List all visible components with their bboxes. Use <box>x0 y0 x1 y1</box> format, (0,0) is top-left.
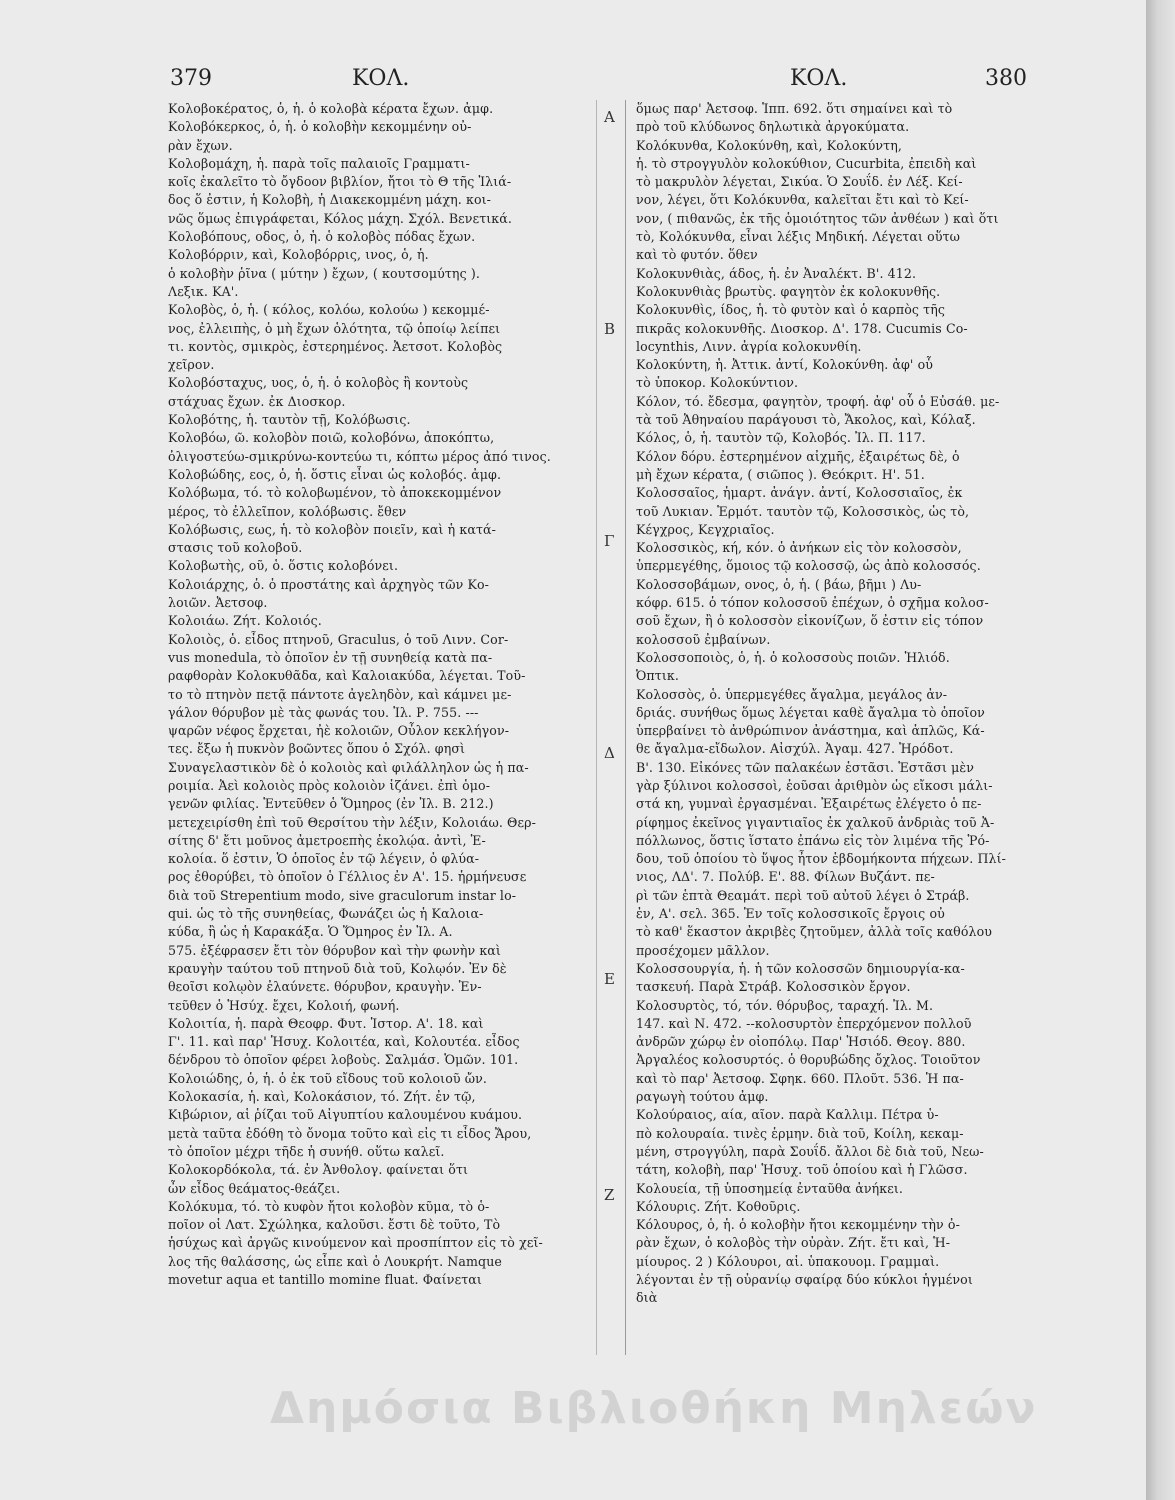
text-line: ρίφημος ἐκεῖνος γιγαντιαῖος ἐκ χαλκοῦ ἀνδριὰς τοῦ Ἀ- <box>636 814 995 830</box>
text-line: τὰ τοῦ Ἀθηναίου παράγουσι τὸ, Ἄκολος, καὶ, Κόλαξ. <box>636 412 976 428</box>
text-line: Κολοβότης, ἡ. ταυτὸν τῇ, Κολόβωσις. <box>168 412 411 428</box>
text-line: Κολοβόπους, οδος, ὁ, ἡ. ὁ κολοβὸς πόδας ἔχων. <box>168 229 476 245</box>
text-line: Κόλουρος, ὁ, ἡ. ὁ κολοβὴν ἤτοι κεκομμένην τὴν ὀ- <box>636 1217 960 1233</box>
text-line: Κολοβόω, ῶ. κολοβὸν ποιῶ, κολοβόνω, ἀποκόπτω, <box>168 430 495 446</box>
text-line: τὸ ὑποκορ. Κολοκύντιον. <box>636 375 799 391</box>
text-line: διὰ <box>636 1290 658 1306</box>
text-line: πόλλωνος, ὅστις ἵστατο ἐπάνω εἰς τὸν λιμένα τῆς Ῥό- <box>636 832 990 848</box>
text-line: ἀνδρῶν χώρῳ ἐν οἰοπόλῳ. Παρ' Ἡσιόδ. Θεογ. 880. <box>636 1034 966 1050</box>
text-line: Συναγελαστικὸν δὲ ὁ κολοιὸς καὶ φιλάλληλον ὡς ἡ πα- <box>168 759 529 775</box>
text-line: νον, λέγει, ὅτι Κολόκυνθα, καλεῖται ἔτι καὶ τὸ Κεί- <box>636 192 969 208</box>
text-line: Κολοιὸς, ὁ. εἶδος πτηνοῦ, Graculus, ὁ τοῦ Λινν. Cor- <box>168 631 509 647</box>
text-line: 147. καὶ Ν. 472. --κολοσυρτὸν ἐπερχόμενον πολλοῦ <box>636 1015 972 1031</box>
text-line: Κολοβομάχη, ἡ. παρὰ τοῖς παλαιοῖς Γραμματι- <box>168 155 470 171</box>
text-line: ὑπερβαίνει τὸ ἀνθρώπινον ἀνάστημα, καὶ ἁπλῶς, Κά- <box>636 723 985 739</box>
text-line: Β'. 130. Εἰκόνες τῶν παλακέων ἑστᾶσι. Ἑστᾶσι μὲν <box>636 759 975 775</box>
text-line: Κολοιάω. Ζήτ. Κολοιός. <box>168 613 322 629</box>
text-line: στά κη, γυμναὶ ἐργασμέναι. Ἐξαιρέτως ἐλέγετο ὁ πε- <box>636 796 982 812</box>
text-line: τες. ἔξω ἡ πυκνὸν βοῶντες ὅπου ὁ Σχόλ. φησὶ <box>168 741 466 757</box>
text-line: Κόλον δόρυ. ἐστερημένον αἰχμῆς, ἐξαιρέτως δὲ, ὁ <box>636 448 960 464</box>
text-line: 575. ἐξέφρασεν ἔτι τὸν θόρυβον καὶ τὴν φωνὴν καὶ <box>168 942 501 958</box>
text-line: Κολοκυνθιὰς βρωτὺς. φαγητὸν ἐκ κολοκυνθῆς. <box>636 283 941 299</box>
section-letter: Δ <box>604 744 615 762</box>
text-line: μένη, στρογγύλη, παρὰ Σουΐδ. ἄλλοι δὲ διὰ τοῦ, Νεω- <box>636 1143 984 1159</box>
text-line: Κόλον, τό. ἔδεσμα, φαγητὸν, τροφή. ἀφ' οὗ ὁ Εὐσάθ. με- <box>636 393 1000 409</box>
text-line: ψαρῶν νέφος ἔρχεται, ἠὲ κολοιῶν, Οὖλον κεκλήγον- <box>168 723 510 739</box>
section-letter: Ζ <box>604 1186 615 1204</box>
text-line: διὰ τοῦ Strepentium modo, sive graculorum instar lo- <box>168 887 517 903</box>
text-line: προσέχομεν μᾶλλον. <box>636 942 770 958</box>
text-line: ἡσύχως καὶ ἀργῶς κινούμενον καὶ προσπίπτον εἰς τὸ χεῖ- <box>168 1235 543 1251</box>
text-line: Κολόβωσις, εως, ἡ. τὸ κολοβὸν ποιεῖν, καὶ ἡ κατά- <box>168 521 496 537</box>
text-line: Κολοσσαῖος, ἡμαρτ. ἀνάγν. ἀντί, Κολοσσιαῖος, ἐκ <box>636 485 963 501</box>
text-line: κόφρ. 615. ὁ τόπον κολοσσοῦ ἐπέχων, ὁ σχῆμα κολοσ- <box>636 595 989 611</box>
text-line: δου, τοῦ ὁποίου τὸ ὕψος ἦτον ἑβδομήκοντα πήχεων. Πλί- <box>636 851 1007 867</box>
text-line: ὑπερμεγέθης, ὅμοιος τῷ κολοσσῷ, ὡς ἀπὸ κολοσσός. <box>636 558 981 574</box>
text-line: χεῖρον. <box>168 357 215 373</box>
text-line: καὶ τὸ φυτόν. ὅθεν <box>636 247 758 263</box>
text-line: Κολοκυνθιὰς, άδος, ἡ. ἐν Ἀναλέκτ. Β'. 412. <box>636 265 917 281</box>
text-line: ὀλιγοστεύω-σμικρύνω-κοντεύω τι, κόπτω μέρος ἀπό τινος. <box>168 448 551 464</box>
text-line: Κιβώριον, αἱ ῥίζαι τοῦ Αἰγυπτίου καλουμένου κυάμου. <box>168 1107 523 1123</box>
section-letter: Β <box>604 320 616 338</box>
right-column <box>636 100 1046 1308</box>
text-line: τὸ μακρυλὸν λέγεται, Σικύα. Ὁ Σουΐδ. ἐν Λέξ. Κεί- <box>636 174 963 190</box>
page-number-right: 380 <box>985 66 1027 91</box>
text-line: νον, ( πιθανῶς, ἐκ τῆς ὁμοιότητος τῶν ἀνθέων ) καὶ ὅτι <box>636 210 999 226</box>
text-line: vus monedula, τὸ ὁποῖον ἐν τῇ συνηθείᾳ κατὰ πα- <box>168 649 493 665</box>
text-line: λέγονται ἐν τῇ οὐρανίῳ σφαίρᾳ δύο κύκλοι ἡγμένοι <box>636 1272 973 1287</box>
text-line: Κολοβοκέρατος, ὁ, ἡ. ὁ κολοβὰ κέρατα ἔχων. ἀμφ. <box>168 101 494 116</box>
text-line: Λεξικ. ΚΑ'. <box>168 283 239 299</box>
text-line: το τὸ πτηνὸν πετᾷ πάντοτε ἀγεληδὸν, καὶ κάμνει με- <box>168 686 512 702</box>
column-divider-left <box>596 100 597 1355</box>
text-line: ὦν εἶδος θεάματος-θεάζει. <box>168 1180 341 1196</box>
text-line: Κολοσσικὸς, κή, κόν. ὁ ἀνήκων εἰς τὸν κολοσσὸν, <box>636 540 962 556</box>
text-line: Κολοιτία, ἡ. παρὰ Θεοφρ. Φυτ. Ἱστορ. Α'. 18. καὶ <box>168 1015 484 1031</box>
text-line: κύδα, ἢ ὡς ἡ Καρακάξα. Ὁ Ὅμηρος ἐν Ἰλ. Α. <box>168 924 453 940</box>
text-line: κραυγὴν ταύτου τοῦ πτηνοῦ διὰ τοῦ, Κολῳόν. Ἐν δὲ <box>168 960 507 976</box>
text-line: τάτη, κολοβὴ, παρ' Ἡσυχ. τοῦ ὁποίου καὶ ἡ Γλῶσσ. <box>636 1162 968 1178</box>
text-line: μετὰ ταῦτα ἐδόθη τὸ ὄνομα τοῦτο καὶ εἰς τι εἶδος Ἄρου, <box>168 1125 532 1141</box>
text-line: Κολοβωτὴς, οῦ, ὁ. ὅστις κολοβόνει. <box>168 558 399 574</box>
text-line: ραγωγὴ τούτου ἀμφ. <box>636 1089 769 1105</box>
text-line: Ἀργαλέος κολοσυρτός. ὁ θορυβώδης ὄχλος. Τοιοῦτον <box>636 1052 981 1068</box>
page-edge <box>1146 0 1175 1500</box>
text-line: θεοῖσι κολῳὸν ἐλαύνετε. θόρυβον, κραυγὴν. Ἐν- <box>168 979 482 995</box>
running-head-left: ΚΟΛ. <box>352 66 410 91</box>
text-line: καὶ τὸ παρ' Ἀετσοφ. Σφηκ. 660. Πλοῦτ. 536. Ἡ πα- <box>636 1070 964 1086</box>
text-line: Κέγχρος, Κεγχριαῖος. <box>636 521 775 537</box>
text-line: γάλον θόρυβον μὲ τὰς φωνάς του. Ἰλ. Ρ. 755. --- <box>168 704 479 720</box>
text-line: Κολόκυμα, τό. τὸ κυφὸν ἤτοι κολοβὸν κῦμα, τὸ ὁ- <box>168 1198 490 1214</box>
section-letter: Ε <box>604 970 615 988</box>
text-line: ροιμία. Ἀεὶ κολοιὸς πρὸς κολοιὸν ἱζάνει. ἐπὶ ὁμο- <box>168 777 491 793</box>
text-line: Γ'. 11. καὶ παρ' Ἡσυχ. Κολοιτέα, καὶ, Κολουτέα. εἶδος <box>168 1034 520 1050</box>
text-line: Κολοσσοποιὸς, ὁ, ἡ. ὁ κολοσσοὺς ποιῶν. Ἡλιόδ. <box>636 649 950 665</box>
text-line: νος, ἐλλειπὴς, ὁ μὴ ἔχων ὁλότητα, τῷ ὁποίῳ λείπει <box>168 320 501 336</box>
text-line: Κολούραιος, αία, αῖον. παρὰ Καλλιμ. Πέτρα ὑ- <box>636 1107 939 1123</box>
text-line: ρὶ τῶν ἑπτὰ Θεαμάτ. περὶ τοῦ αὐτοῦ λέγει ὁ Στράβ. <box>636 887 970 903</box>
text-line: Κολοβόρριν, καὶ, Κολοβόρρις, ινος, ὁ, ἡ. <box>168 247 429 263</box>
text-line: πικρᾶς κολοκυνθῆς. Διοσκορ. Δ'. 178. Cucumis Co- <box>636 320 968 336</box>
library-watermark: Δημόσια Βιβλιοθήκη Μηλεών <box>270 1383 1038 1434</box>
text-line: τὸ ὁποῖον μέχρι τῆδε ἡ συνήθ. οὕτω καλεῖ. <box>168 1143 445 1159</box>
text-line: μέρος, τὸ ἐλλεῖπον, κολόβωσις. ἔθεν <box>168 503 407 519</box>
text-line: κολοία. ὅ ἐστιν, Ὁ ὁποῖος ἐν τῷ λέγειν, ὁ φλύα- <box>168 851 480 867</box>
text-line: Ὀπτικ. <box>636 668 679 684</box>
text-line: πὸ κολουραία. τινὲς ἑρμην. διὰ τοῦ, Κοίλη, κεκαμ- <box>636 1125 964 1141</box>
text-line: νῶς ὅμως ἐπιγράφεται, Κόλος μάχη. Σχόλ. Βενετικά. <box>168 210 512 226</box>
text-line: σίτης δ' ἔτι μοῦνος ἀμετροεπὴς ἐκολῴα. ἀντὶ, Ἐ- <box>168 832 486 848</box>
text-line: μὴ ἔχων κέρατα, ( σιῶπος ). Θεόκριτ. Η'. 51. <box>636 466 925 482</box>
text-line: ραφθορὰν Κολοκυθᾶδα, καὶ Καλοιακύδα, λέγεται. Τοῦ- <box>168 668 526 684</box>
text-line: Κολοκύντη, ἡ. Ἀττικ. ἀντί, Κολοκύνθη. ἀφ' οὗ <box>636 357 934 373</box>
page-number-left: 379 <box>170 66 212 91</box>
text-line: Κολοβόκερκος, ὁ, ἡ. ὁ κολοβὴν κεκομμένην οὐ- <box>168 119 472 135</box>
text-line: λος τῆς θαλάσσης, ὡς εἶπε καὶ ὁ Λουκρήτ. Namque <box>168 1253 502 1269</box>
text-line: μίουρος. 2 ) Κόλουροι, αἱ. ὑπακουομ. Γραμμαὶ. <box>636 1253 940 1269</box>
text-line: Κολοβὸς, ὁ, ἡ. ( κόλος, κολόω, κολούω ) κεκομμέ- <box>168 302 490 318</box>
text-line: Κόλος, ὁ, ἡ. ταυτὸν τῷ, Κολοβός. Ἰλ. Π. 117. <box>636 430 926 446</box>
text-line: πρὸ τοῦ κλύδωνος δηλωτικὰ ἀργοκύματα. <box>636 119 910 135</box>
text-line: Κολοβόσταχυς, υος, ὁ, ἡ. ὁ κολοβὸς ἢ κοντοὺς <box>168 375 469 391</box>
text-line: Κολοβώδης, εος, ὁ, ἡ. ὅστις εἶναι ὡς κολοβός. ἀμφ. <box>168 466 502 482</box>
text-line: Κολόκυνθα, Κολοκύνθη, καὶ, Κολοκύντη, <box>636 137 902 153</box>
text-line: Κολοιάρχης, ὁ. ὁ προστάτης καὶ ἀρχηγὸς τῶν Κο- <box>168 576 490 592</box>
text-line: κολοσσοῦ ἐμβαίνων. <box>636 631 771 647</box>
text-line: μετεχειρίσθη ἐπὶ τοῦ Θερσίτου τὴν λέξιν, Κολοιάω. Θερ- <box>168 814 536 830</box>
section-letter: Γ <box>604 532 615 550</box>
text-line: Κολοιώδης, ὁ, ἡ. ὁ ἐκ τοῦ εἴδους τοῦ κολοιοῦ ὤν. <box>168 1070 487 1086</box>
text-line: Κολοσυρτὸς, τό, τόν. θόρυβος, ταραχή. Ἰλ. Μ. <box>636 997 934 1013</box>
text-line: ρὰν ἔχων, ὁ κολοβὸς τὴν οὐρὰν. Ζήτ. ἔτι καὶ, Ἡ- <box>636 1235 951 1251</box>
text-line: Κολοκασία, ἡ. καὶ, Κολοκάσιον, τό. Ζήτ. ἐν τῷ, <box>168 1089 476 1105</box>
text-line: τὸ καθ' ἕκαστον ἀκριβὲς ζητοῦμεν, ἀλλὰ τοῖς καθόλου <box>636 924 993 940</box>
text-line: τι. κοντὸς, σμικρὸς, ἐστερημένος. Ἀετσοτ. Κολοβὸς <box>168 338 503 354</box>
running-head-right: ΚΟΛ. <box>790 66 848 91</box>
text-line: τοῦ Λυκιαν. Ἑρμότ. ταυτὸν τῷ, Κολοσσικὸς, ὡς τὸ, <box>636 503 970 519</box>
text-line: γενῶν φιλίας. Ἐντεῦθεν ὁ Ὅμηρος (ἐν Ἰλ. Β. 212.) <box>168 796 494 812</box>
text-line: Κολοκυνθὶς, ίδος, ἡ. τὸ φυτὸν καὶ ὁ καρπὸς τῆς <box>636 302 946 318</box>
text-line: ὅμως παρ' Ἀετσοφ. Ἱππ. 692. ὅτι σημαίνει καὶ τὸ <box>636 101 953 116</box>
text-line: θε ἄγαλμα-εἴδωλον. Αἰσχύλ. Ἀγαμ. 427. Ἡρόδοτ. <box>636 741 954 757</box>
text-line: qui. ὡς τὸ τῆς συνηθείας, Φωνάζει ὡς ἡ Καλοια- <box>168 906 484 922</box>
text-line: σοῦ ἔχων, ἢ ὁ κολοσσὸν εἰκονίζων, ὅ ἐστιν εἰς τόπον <box>636 613 984 629</box>
text-line: λοιῶν. Ἀετσοφ. <box>168 595 268 611</box>
text-line: κοῖς ἐκαλεῖτο τὸ ὄγδοον βιβλίον, ἤτοι τὸ Θ τῆς Ἰλιά- <box>168 174 512 190</box>
text-line: ρὰν ἔχων. <box>168 137 233 153</box>
text-line: δος ὅ ἐστιν, ἡ Κολοβὴ, ἡ Διακεκομμένη μάχη. κοι- <box>168 192 492 208</box>
text-line: locynthis, Λινν. ἀγρία κολοκυνθίη. <box>636 338 862 354</box>
left-column <box>168 100 588 1289</box>
text-line: ρος ἐθορύβει, τὸ ὁποῖον ὁ Γέλλιος ἐν Α'. 15. ἡρμήνευσε <box>168 869 527 885</box>
text-line: στάχυας ἔχων. ἐκ Διοσκορ. <box>168 393 346 409</box>
section-letter: Α <box>604 108 615 126</box>
text-line: Κόλουρις. Ζήτ. Κοθοῦρις. <box>636 1198 801 1214</box>
text-line: δένδρου τὸ ὁποῖον φέρει λοβοὺς. Σαλμάσ. Ὁμῶν. 101. <box>168 1052 519 1068</box>
text-line: ἡ. τὸ στρογγυλὸν κολοκύθιον, Cucurbita, ἐπειδὴ καὶ <box>636 155 977 171</box>
text-line: ποῖον οἱ Λατ. Σχώληκα, καλοῦσι. ἔστι δὲ τοῦτο, Τὸ <box>168 1217 501 1233</box>
column-divider-right <box>625 100 626 1355</box>
text-line: Κολοσσουργία, ἡ. ἡ τῶν κολοσσῶν δημιουργία-κα- <box>636 960 965 976</box>
text-line: Κολοσσὸς, ὁ. ὑπερμεγέθες ἄγαλμα, μεγάλος ἀν- <box>636 686 948 702</box>
text-line: Κολόβωμα, τό. τὸ κολοβωμένον, τὸ ἀποκεκομμένον <box>168 485 502 501</box>
text-line: ὁ κολοβὴν ῥῖνα ( μύτην ) ἔχων, ( κουτσομύτης ). <box>168 265 480 281</box>
text-line: Κολουεία, τῇ ὑποσημείᾳ ἐνταῦθα ἀνήκει. <box>636 1180 903 1196</box>
text-line: γὰρ ξύλινοι κολοσσοὶ, ἐοῦσαι ἀριθμὸν ὡς εἴκοσι μάλι- <box>636 777 993 793</box>
text-line: τεῦθεν ὁ Ἡσύχ. ἔχει, Κολοιή, φωνή. <box>168 997 400 1013</box>
text-line: στασις τοῦ κολοβοῦ. <box>168 540 303 556</box>
text-line: Κολοσσοβάμων, ονος, ὁ, ἡ. ( βάω, βῆμι ) Λυ- <box>636 576 922 592</box>
text-line: τὸ, Κολόκυνθα, εἶναι λέξις Μηδική. Λέγεται οὕτω <box>636 229 961 245</box>
text-line: δριάς. συνήθως ὅμως λέγεται καθὲ ἄγαλμα τὸ ὁποῖον <box>636 704 985 720</box>
text-line: τασκευή. Παρὰ Στράβ. Κολοσσικὸν ἔργον. <box>636 979 911 995</box>
text-line: Κολοκορδόκολα, τά. ἐν Ἀνθολογ. φαίνεται ὅτι <box>168 1162 469 1178</box>
text-line: movetur aqua et tantillo momine fluat. Φαίνεται <box>168 1272 482 1287</box>
text-line: νιος, ΛΔ'. 7. Πολύβ. Ε'. 88. Φίλων Βυζάντ. πε- <box>636 869 935 885</box>
text-line: ἐν, Α'. σελ. 365. Ἐν τοῖς κολοσσικοῖς ἔργοις οὐ <box>636 906 945 922</box>
